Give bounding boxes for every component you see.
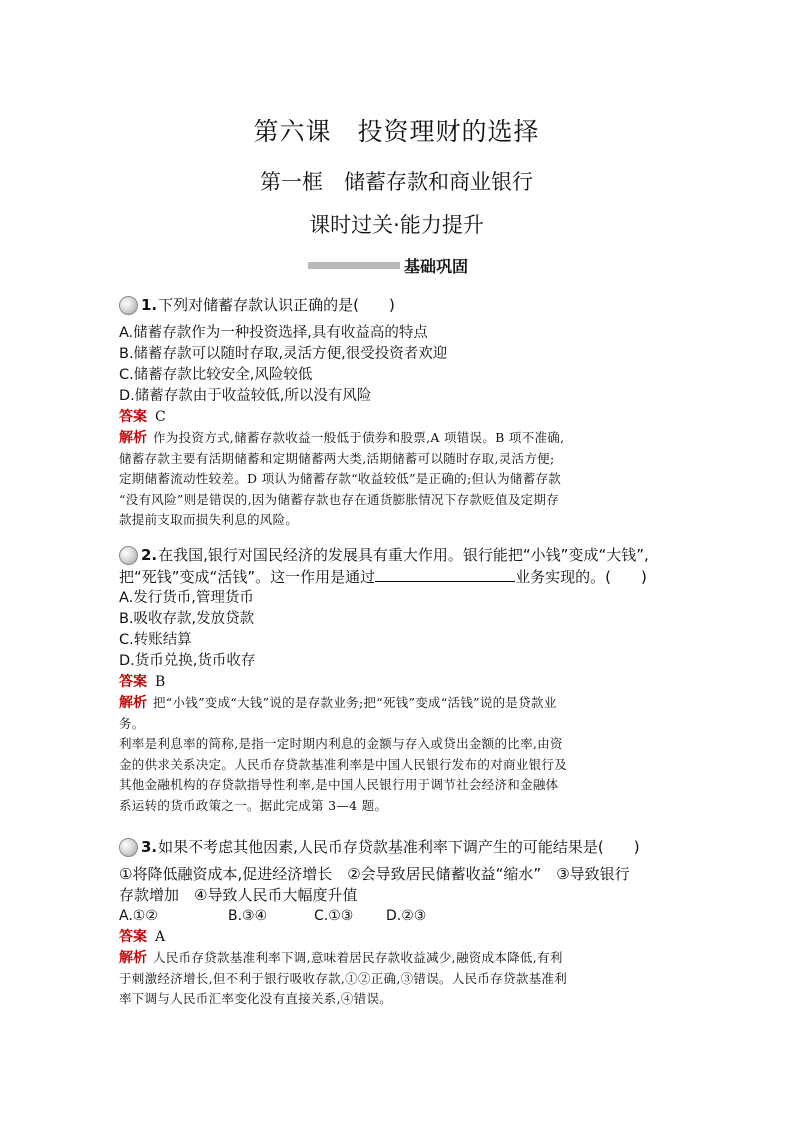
option-b: B.③④ <box>228 908 268 924</box>
question-number: 2. <box>141 546 158 564</box>
option-b: B.储蓄存款可以随时存取,灵活方便,很受投资者欢迎 <box>119 346 448 362</box>
analysis-line: 把“小钱”变成“大钱”说的是存款业务;把“死钱”变成“活钱”说的是贷款业 <box>153 695 557 710</box>
option-d: D.②③ <box>386 908 427 924</box>
question-bullet-icon <box>119 546 138 565</box>
part-label: 基础巩固 <box>404 256 469 276</box>
material-line: 系运转的货币政策之一。据此完成第 3—4 题。 <box>119 797 388 813</box>
question-number: 3. <box>141 838 158 856</box>
option-a: A.①② <box>119 908 158 924</box>
analysis-line: 人民币存贷款基准利率下调,意味着居民存款收益减少,融资成本降低,有利 <box>153 950 563 965</box>
fill-blank <box>375 567 515 582</box>
option-d: D.货币兑换,货币收存 <box>119 653 256 669</box>
option-c: C.储蓄存款比较安全,风险较低 <box>119 367 313 383</box>
analysis-line: 于刺激经济增长,但不利于银行吸收存款,①②正确,③错误。人民币存贷款基准利 <box>119 970 568 986</box>
choice-line: 存款增加 ④导致人民币大幅度升值 <box>119 886 358 904</box>
analysis-line: 务。 <box>119 715 145 731</box>
analysis-label: 解析 <box>119 950 147 966</box>
question-2 <box>119 544 679 816</box>
question-stem <box>119 294 679 316</box>
material-line: 利率是利息率的简称,是指一定时期内利息的金额与存入或贷出金额的比率,由资 <box>119 736 563 751</box>
lesson-title: 第六课 投资理财的选择 <box>253 117 540 146</box>
answer-value: C <box>155 409 166 425</box>
answer-row <box>119 927 679 948</box>
question-3 <box>119 836 679 1010</box>
analysis-line: 率下调与人民币汇率变化没有直接关系,④错误。 <box>119 991 393 1006</box>
option-a: A.储蓄存款作为一种投资选择,具有收益高的特点 <box>119 325 428 341</box>
question-stem <box>119 544 679 566</box>
material-line: 金的供求关系决定。人民币存贷款基准利率是中国人民银行发布的对商业银行及 <box>119 756 568 772</box>
answer-row <box>119 407 679 428</box>
answer-label: 答案 <box>119 929 147 945</box>
section-subtitle: 第一框 储蓄存款和商业银行 <box>260 170 533 194</box>
part-heading <box>308 254 468 276</box>
question-bullet-icon <box>119 296 138 315</box>
question-bullet-icon <box>119 838 138 857</box>
question-text: 如果不考虑其他因素,人民币存贷款基准利率下调产生的可能结果是( ) <box>158 838 640 856</box>
analysis-block <box>119 693 679 734</box>
answer-value: A <box>155 929 166 945</box>
option-d: D.储蓄存款由于收益较低,所以没有风险 <box>119 388 372 404</box>
option-a: A.发行货币,管理货币 <box>119 590 254 606</box>
question-text: 在我国,银行对国民经济的发展具有重大作用。银行能把“小钱”变成“大钱”, <box>158 546 649 564</box>
answer-row <box>119 672 679 693</box>
analysis-line: “没有风险”则是错误的,因为储蓄存款也存在通货膨胀情况下存款贬值及定期存 <box>119 491 560 507</box>
heading-bar <box>308 262 400 269</box>
question-number: 1. <box>141 296 158 314</box>
material-line: 其他金融机构的存贷款指导性利率,是中国人民银行用于调节社会经济和金融体 <box>119 777 559 792</box>
analysis-line: 作为投资方式,储蓄存款收益一般低于债券和股票,A 项错误。B 项不准确, <box>153 430 565 445</box>
analysis-label: 解析 <box>119 430 147 446</box>
options-row <box>119 906 679 927</box>
choice-line: ①将降低融资成本,促进经济增长 ②会导致居民储蓄收益“缩水” ③导致银行 <box>119 865 630 883</box>
option-c: C.转账结算 <box>119 632 192 648</box>
analysis-line: 定期储蓄流动性较差。D 项认为储蓄存款“收益较低”是正确的;但认为储蓄存款 <box>119 471 562 486</box>
material-block <box>119 734 679 816</box>
analysis-block <box>119 948 679 1010</box>
question-text: 下列对储蓄存款认识正确的是( ) <box>158 296 395 314</box>
analysis-line: 储蓄存款主要有活期储蓄和定期储蓄两大类,活期储蓄可以随时存取,灵活方便; <box>119 450 555 466</box>
analysis-block <box>119 428 679 531</box>
analysis-line: 款提前支取而损失利息的风险。 <box>119 512 299 527</box>
question-stem <box>119 836 679 858</box>
answer-label: 答案 <box>119 674 147 690</box>
option-c: C.①③ <box>314 908 354 924</box>
answer-label: 答案 <box>119 409 147 425</box>
answer-value: B <box>155 674 166 690</box>
question-text-line2: 把“死钱”变成“活钱”。这一作用是通过 业务实现的。( ) <box>119 568 647 586</box>
analysis-label: 解析 <box>119 695 147 711</box>
option-b: B.吸收存款,发放贷款 <box>119 611 255 627</box>
question-1 <box>119 294 679 531</box>
exercise-title: 课时过关·能力提升 <box>309 213 484 237</box>
